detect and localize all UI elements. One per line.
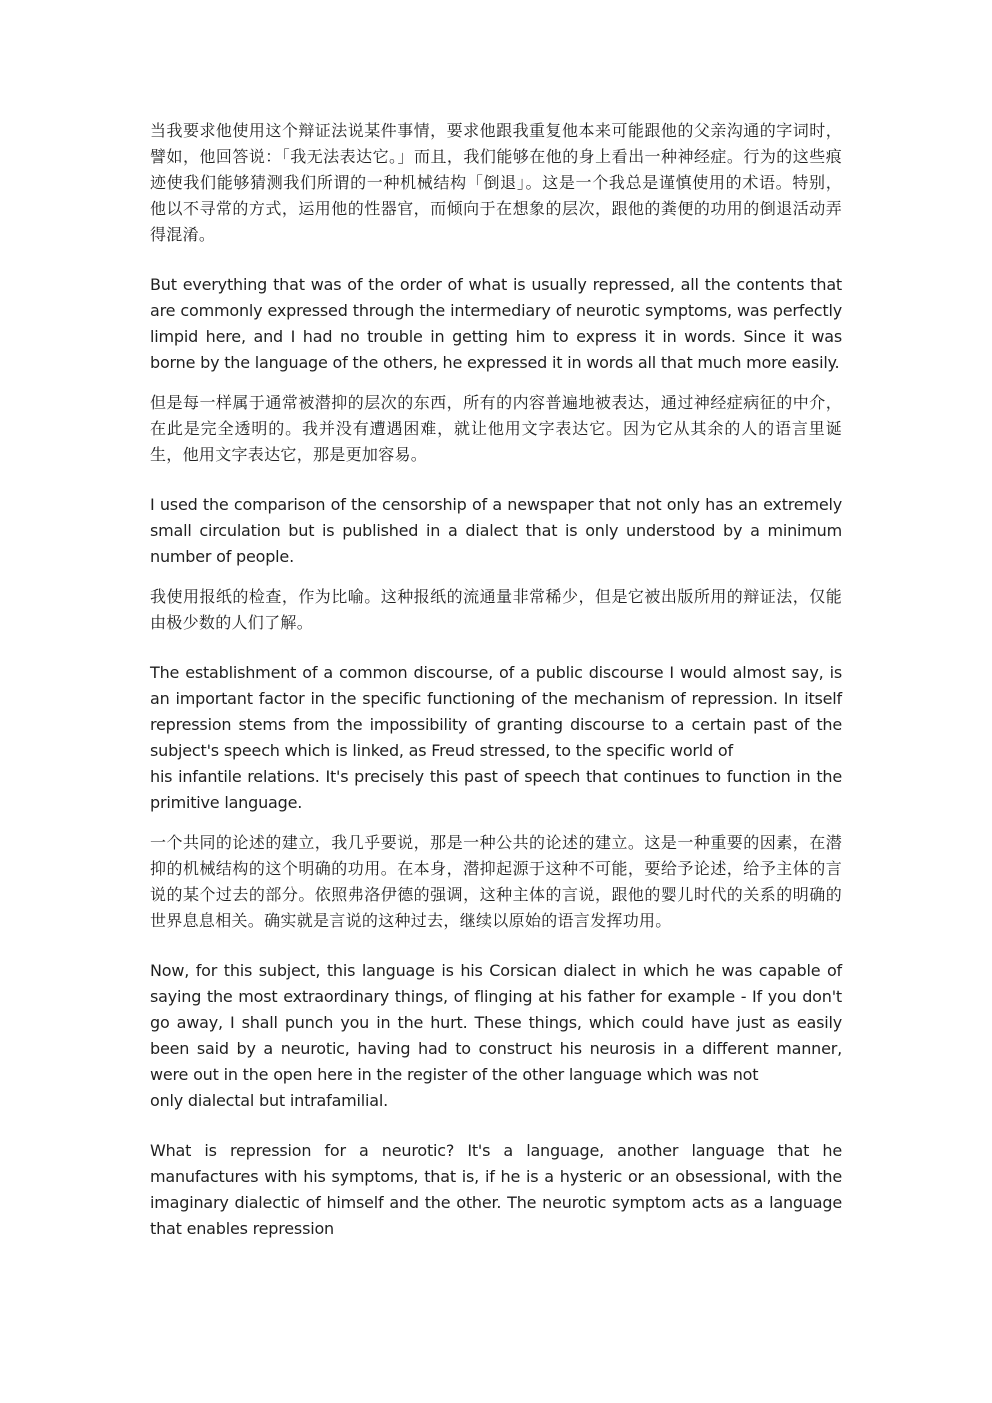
paragraph-en-1: But everything that was of the order of what is usually repressed, all the contents that are commonly expressed through the intermediary of neurotic symptoms, was perfectly limpid here, and I had no trouble in getting him to express it in words. Since it was borne by the language of the others, he expressed it in words all that much more easily.: [150, 275, 842, 372]
paragraph-zh-2: 但是每一样属于通常被潜抑的层次的东西，所有的内容普遍地被表达，通过神经症病征的中介，在此是完全透明的。我并没有遭遇困难，就让他用文字表达它。因为它从其余的人的语言里诞生，他用文字表达它，那是更加容易。: [150, 393, 842, 464]
paragraph-en-4-part-a: Now, for this subject, this language is his Corsican dialect in which he was capable of saying the most extraordinary things, of flinging at his father for example - If you don't go away, I shall punch you in the hurt. These things, which could have just as easily been said by a neurotic, having had to construct his neurosis in a different manner, were out in the open here in the register of the other language which was not: [150, 961, 842, 1084]
document-body: [150, 118, 842, 1242]
paragraph-en-2: I used the comparison of the censorship of a newspaper that not only has an extremely small circulation but is published in a dialect that is only understood by a minimum number of people.: [150, 495, 842, 566]
paragraph-zh-3: 我使用报纸的检查，作为比喻。这种报纸的流通量非常稀少，但是它被出版所用的辩证法，仅能由极少数的人们了解。: [150, 587, 842, 632]
paragraph-en-4-part-b: only dialectal but intrafamilial.: [150, 1091, 389, 1110]
paragraph-zh-1: 当我要求他使用这个辩证法说某件事情，要求他跟我重复他本来可能跟他的父亲沟通的字词时，譬如，他回答说：「我无法表达它。」而且，我们能够在他的身上看出一种神经症。行为的这些痕迹使我们能够猜测我们所谓的一种机械结构「倒退」。这是一个我总是谨慎使用的术语。特别，他以不寻常的方式，运用他的性器官，而倾向于在想象的层次，跟他的粪便的功用的倒退活动弄得混淆。: [150, 121, 842, 244]
paragraph-en-4: [150, 958, 842, 1114]
paragraph-en-3-part-b: his infantile relations. It's precisely this past of speech that continues to function in the primitive language.: [150, 767, 842, 812]
paragraph-en-3-part-a: The establishment of a common discourse, of a public discourse I would almost say, is an important factor in the specific functioning of the mechanism of repression. In itself repression stems from the impossibility of granting discourse to a certain past of the subject's speech which is linked, as Freud stressed, to the specific world of: [150, 663, 842, 760]
paragraph-zh-4: 一个共同的论述的建立，我几乎要说，那是一种公共的论述的建立。这是一种重要的因素，在潜抑的机械结构的这个明确的功用。在本身，潜抑起源于这种不可能，要给予论述，给予主体的言说的某个过去的部分。依照弗洛伊德的强调，这种主体的言说，跟他的婴儿时代的关系的明确的世界息息相关。确实就是言说的这种过去，继续以原始的语言发挥功用。: [150, 833, 842, 930]
paragraph-en-3: [150, 660, 842, 816]
paragraph-en-5: What is repression for a neurotic? It's a language, another language that he manufactures with his symptoms, that is, if he is a hysteric or an obsessional, with the imaginary dialectic of himself and the other. The neurotic symptom acts as a language that enables repression: [150, 1141, 842, 1238]
